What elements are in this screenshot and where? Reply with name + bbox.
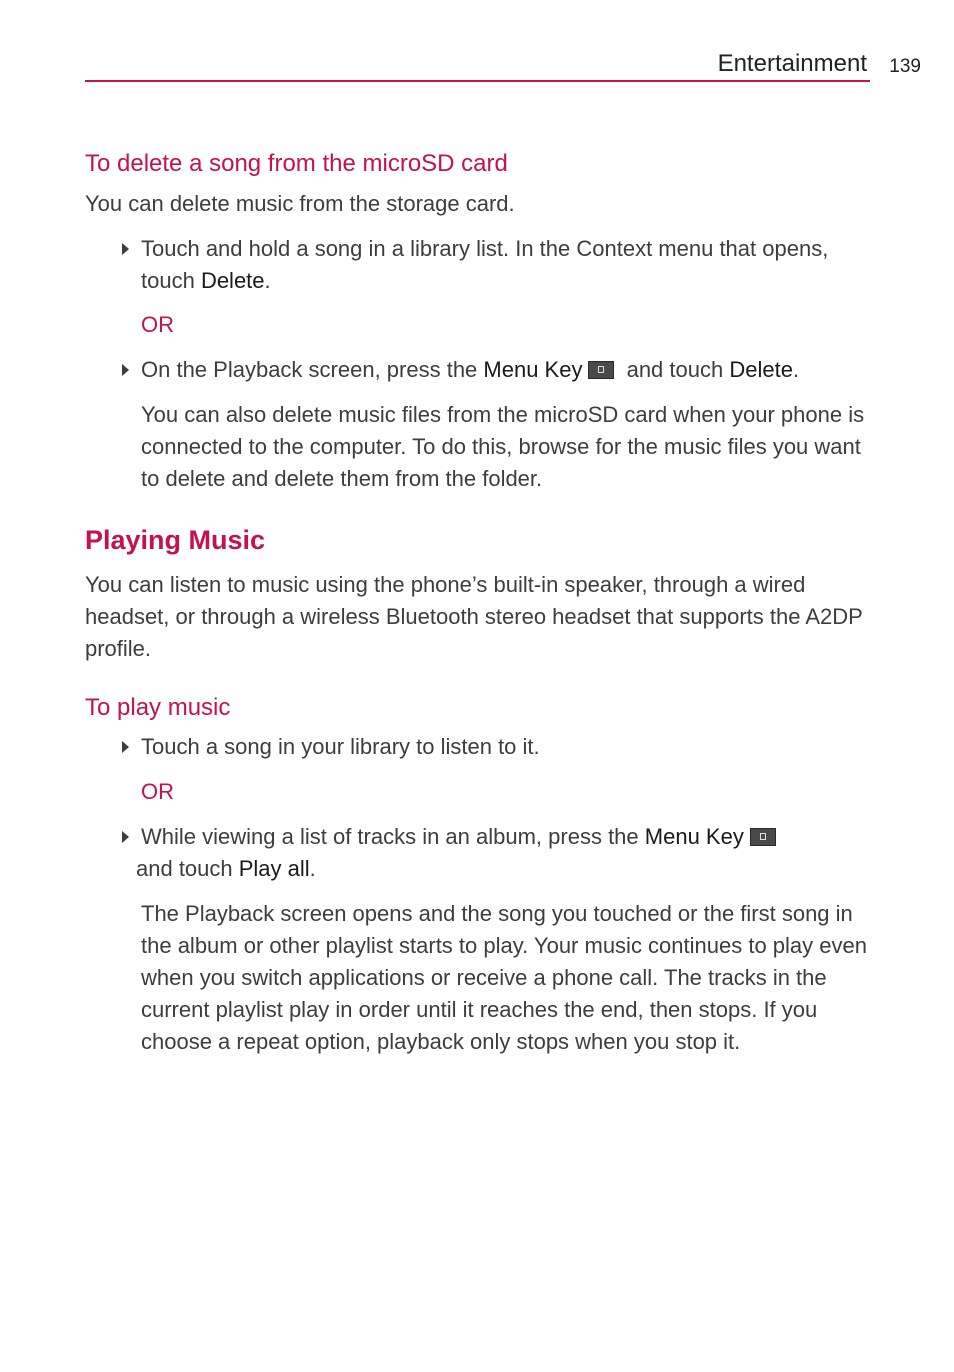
menu-key-icon: [588, 361, 614, 379]
delete-bullet-2: On the Playback screen, press the Menu Key and touch Delete.: [85, 354, 875, 386]
play-note: The Playback screen opens and the song you touched or the first song in the album or other playlist starts to play. Your music continues to play even when you switch applications or receive a phone call. The tracks in the current playlist play in order until it reaches the end, then stops. If you choose a repeat option, playback only stops when you stop it.: [141, 901, 867, 1054]
page-header: [85, 48, 921, 88]
page-number: 139: [889, 56, 921, 77]
section-title: Entertainment: [717, 50, 867, 77]
bullet-triangle-icon: [122, 243, 129, 255]
heading-play-music: To play music: [85, 694, 231, 721]
playing-music-intro: You can listen to music using the phone’s built-in speaker, through a wired headset, or through a wireless Bluetooth stereo headset that supports the A2DP profile.: [85, 572, 863, 661]
heading-delete-song: To delete a song from the microSD card: [85, 150, 508, 177]
play-bullet-2: While viewing a list of tracks in an album, press the Menu Key and touch Play all.: [85, 821, 875, 885]
menu-key-label: Menu Key: [644, 824, 744, 849]
page-content: [85, 148, 875, 1058]
bullet-triangle-icon: [122, 741, 129, 753]
play-bullet-1: Touch a song in your library to listen to it.: [85, 731, 875, 763]
menu-key-icon: [750, 828, 776, 846]
or-label: OR: [141, 312, 174, 337]
delete-note: You can also delete music files from the microSD card when your phone is connected to the computer. To do this, browse for the music files you want to delete and delete them from the folder.: [141, 402, 865, 491]
delete-option-label: Delete: [200, 268, 265, 293]
or-label: OR: [141, 779, 174, 804]
header-rule: [85, 80, 870, 82]
bullet-triangle-icon: [122, 364, 129, 376]
menu-key-label: Menu Key: [483, 357, 583, 382]
bullet-triangle-icon: [122, 831, 129, 843]
heading-playing-music: Playing Music: [85, 525, 266, 555]
play-all-label: Play all: [238, 856, 310, 881]
delete-bullet-1: Touch and hold a song in a library list. In the Context menu that opens, touch Delete.: [85, 233, 875, 297]
delete-intro: You can delete music from the storage card.: [85, 191, 515, 216]
delete-option-label: Delete: [729, 357, 793, 382]
